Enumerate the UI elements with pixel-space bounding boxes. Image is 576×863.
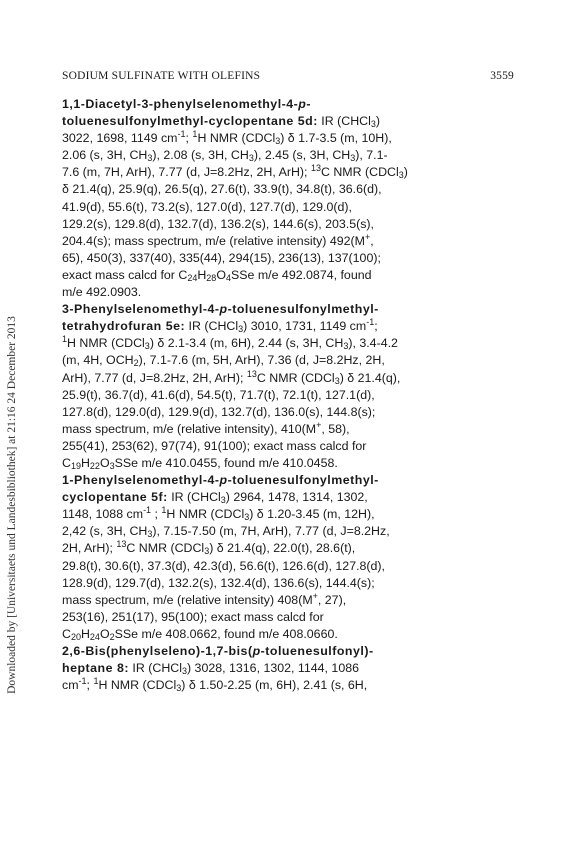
text-line: 1-Phenylselenomethyl-4-p-toluenesulfonylmethyl-: [62, 473, 379, 488]
text-line: 1148, 1088 $cm^{-1}$ ; $^1$H NMR (CDCl$_3$) δ 1.20-3.45 (m, 12H),: [62, 505, 375, 523]
text-line: mass spectrum, m/e (relative intensity), 410(M+, 58),: [62, 419, 350, 436]
download-watermark: [0, 0, 24, 863]
text-line: 25.9(t), 36.7(d), 41.6(d), 54.5(t), 71.7(t), 72.1(t), 127.1(d),: [62, 387, 375, 402]
text-line: 3-Phenylselenomethyl-4-p-toluenesulfonylmethyl-: [62, 302, 379, 317]
text-line: toluenesulfonylmethyl-cyclopentane 5d: IR (CHCl$_3$): [62, 114, 380, 130]
text-line: 255(41), 253(62), 97(74), 91(100); exact mass calcd for: [62, 438, 367, 453]
text-line: tetrahydrofuran 5e: IR (CHCl$_3$) 3010, 1731, 1149 $cm^{-1}$;: [62, 317, 378, 335]
text-line: $^1$H NMR (CDCl$_3$) δ 2.1-3.4 (m, 6H), 2.44 (s, 3H, $CH_3$), 3.4-4.2: [62, 334, 398, 352]
article-body: [62, 96, 524, 694]
text-line: cyclopentane 5f: IR (CHCl$_3$) 2964, 1478, 1314, 1302,: [62, 490, 368, 506]
text-line: 2,6-Bis(phenylseleno)-1,7-bis(p-toluenesulfonyl)-: [62, 644, 374, 658]
text-line: $cm^{-1}$; $^1$H NMR (CDCl$_3$) δ 1.50-2.25 (m, 6H), 2.41 (s, 6H,: [62, 676, 368, 694]
download-notice: Downloaded by [Universitaets und Landesbibliothek] at 21:16 24 December 2013: [6, 316, 18, 694]
text-line: 253(16), 251(17), 95(100); exact mass calcd for: [62, 609, 324, 624]
text-line: 204.4(s); mass spectrum, m/e (relative intensity) 492(M+,: [62, 231, 374, 248]
text-line: 3022, 1698, 1149 $cm^{-1}$; $^1$H NMR (CDCl$_3$) δ 1.7-3.5 (m, 10H),: [62, 129, 392, 147]
text-line: 127.8(d), 129.0(d), 129.9(d), 132.7(d), 136.0(s), 144.8(s);: [62, 404, 376, 419]
text-line: heptane 8: IR (CHCl$_3$) 3028, 1316, 1302, 1144, 1086: [62, 661, 359, 677]
text-line: 2H, ArH); $^{13}$C NMR (CDCl$_3$) δ 21.4(q), 22.0(t), 28.6(t),: [62, 539, 356, 557]
text-line: 2,42 (s, 3H, $CH_3$), 7.15-7.50 (m, 7H, ArH), 7.77 (d, J=8.2Hz,: [62, 524, 390, 540]
text-line: exact mass calcd for $C_{24}H_{28}O_4SSe$ m/e 492.0874, found: [62, 267, 372, 283]
text-line: $C_{20}H_{24}O_2SSe$ m/e 408.0662, found m/e 408.0660.: [62, 626, 338, 642]
text-line: 2.06 (s, 3H, $CH_3$), 2.08 (s, 3H, $CH_3$), 2.45 (s, 3H, $CH_3$), 7.1-: [62, 148, 388, 164]
text-line: 7.6 (m, 7H, ArH), 7.77 (d, J=8.2Hz, 2H, ArH); $^{13}$C NMR (CDCl$_3$): [62, 163, 408, 181]
text-line: 128.9(d), 129.7(d), 132.2(s), 132.4(d), 136.6(s), 144.4(s);: [62, 575, 375, 590]
running-header: [62, 70, 514, 82]
text-line: $C_{19}H_{22}O_3SSe$ m/e 410.0455, found m/e 410.0458.: [62, 455, 338, 471]
text-line: 29.8(t), 30.6(t), 37.3(d), 42.3(d), 56.6(t), 126.6(d), 127.8(d),: [62, 558, 386, 573]
text-line: mass spectrum, m/e (relative intensity) 408(M+, 27),: [62, 590, 347, 607]
text-line: ArH), 7.77 (d, J=8.2Hz, 2H, ArH); $^{13}$C NMR (CDCl$_3$) δ 21.4(q),: [62, 368, 401, 386]
text-line: δ 21.4(q), 25.9(q), 26.5(q), 27.6(t), 33.9(t), 34.8(t), 36.6(d),: [62, 182, 382, 197]
text-line: 65), 450(3), 337(40), 335(44), 294(15), 236(13), 137(100);: [62, 250, 381, 265]
page-number: 3559: [490, 70, 514, 82]
text-line: 1,1-Diacetyl-3-phenylselenomethyl-4-p-: [62, 97, 312, 111]
text-line: (m, 4H, $OCH_2$), 7.1-7.6 (m, 5H, ArH), 7.36 (d, J=8.2Hz, 2H,: [62, 353, 385, 369]
running-title: SODIUM SULFINATE WITH OLEFINS: [62, 70, 261, 82]
text-line: 129.2(s), 129.8(d), 132.7(d), 136.2(s), 144.6(s), 203.5(s),: [62, 216, 374, 231]
text-line: 41.9(d), 55.6(t), 73.2(s), 127.0(d), 127.7(d), 129.0(d),: [62, 199, 352, 214]
text-line: m/e 492.0903.: [62, 285, 142, 300]
